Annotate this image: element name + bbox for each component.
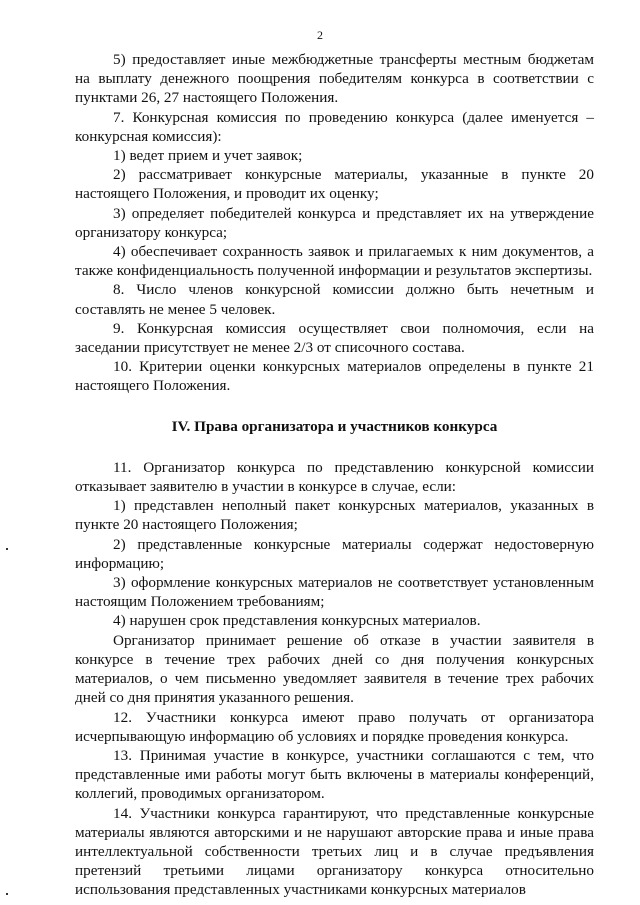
- paragraph: 9. Конкурсная комиссия осуществляет свои полномочия, если на заседании присутствует не менее 2/3 от списочного состава.: [75, 319, 594, 357]
- paragraph: 2) рассматривает конкурсные материалы, указанные в пункте 20 настоящего Положения, и проводит их оценку;: [75, 166, 594, 203]
- paragraph: 14. Участники конкурса гарантируют, что представленные конкурсные материалы являются авторскими и не нарушают авторские права и иные права интеллектуальной собственности третьих лиц и в случае предъявления претензий третьими лицами организатору конкурса относительно использования представленных участниками конкурсных материалов: [75, 804, 594, 899]
- paragraph: 3) определяет победителей конкурса и представляет их на утверждение организатору конкурса;: [75, 204, 594, 241]
- paragraph: 5) предоставляет иные межбюджетные трансферты местным бюджетам на выплату денежного поощрения победителям конкурса в соответствии с пунктами 26, 27 настоящего Положения.: [75, 51, 594, 107]
- paragraph: 3) оформление конкурсных материалов не соответствует установленным настоящим Положением требованиям;: [75, 574, 594, 611]
- page-number: 2: [317, 28, 323, 42]
- paragraph: 1) ведет прием и учет заявок;: [113, 147, 303, 165]
- section-heading: IV. Права организатора и участников конкурса: [171, 417, 498, 435]
- paragraph: Организатор принимает решение об отказе в участии заявителя в конкурсе в течение трех рабочих дней со дня получения конкурсных материалов, о чем письменно уведомляет заявителя в течение трех рабочих дней со дня принятия указанного решения.: [75, 631, 594, 707]
- paragraph: 12. Участники конкурса имеют право получать от организатора исчерпывающую информацию об условиях и порядке проведения конкурса.: [75, 708, 594, 745]
- paragraph: 2) представленные конкурсные материалы содержат недостоверную информацию;: [75, 535, 594, 572]
- paragraph: 1) представлен неполный пакет конкурсных материалов, указанных в пункте 20 настоящего Положения;: [75, 497, 594, 534]
- paragraph: 4) нарушен срок представления конкурсных материалов.: [113, 612, 481, 630]
- paragraph: 7. Конкурсная комиссия по проведению конкурса (далее именуется – конкурсная комиссия):: [75, 108, 594, 145]
- paragraph: 8. Число членов конкурсной комиссии должно быть нечетным и составлять не менее 5 человек.: [75, 281, 594, 318]
- scan-artifact: [6, 893, 8, 895]
- scan-artifact: [6, 548, 8, 550]
- paragraph: 4) обеспечивает сохранность заявок и прилагаемых к ним документов, а также конфиденциальность полученной информации и результатов экспертизы.: [75, 243, 594, 280]
- paragraph: 11. Организатор конкурса по представлению конкурсной комиссии отказывает заявителю в участии в конкурсе в случае, если:: [75, 458, 594, 496]
- paragraph: 13. Принимая участие в конкурсе, участники соглашаются с тем, что представленные ими работы могут быть включены в материалы конференций, коллегий, проводимых организатором.: [75, 746, 594, 803]
- paragraph: 10. Критерии оценки конкурсных материалов определены в пункте 21 настоящего Положения.: [75, 358, 594, 395]
- document-body: [75, 50, 594, 900]
